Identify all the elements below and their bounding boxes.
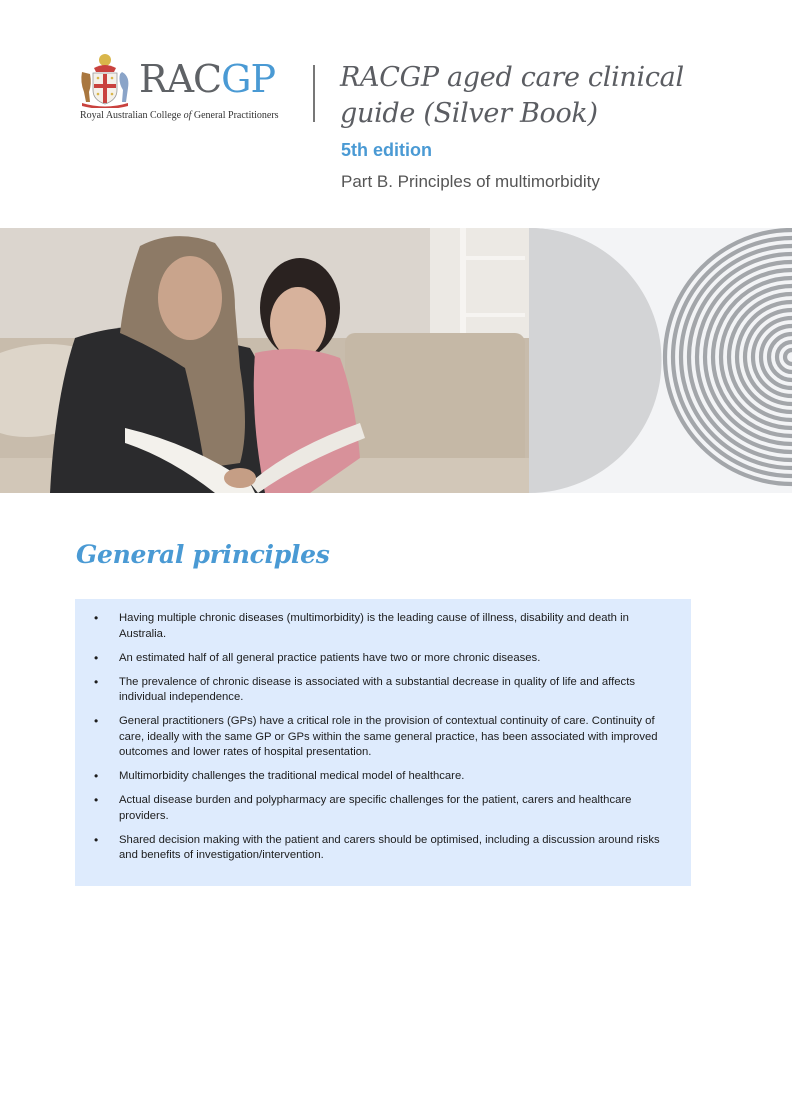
list-item [94, 675, 661, 706]
wordmark-rac: RAC [139, 57, 222, 101]
list-item [94, 651, 661, 667]
section-heading: General principles [76, 540, 330, 569]
wordmark-gp: GP [221, 57, 276, 101]
tagline-prefix: Royal Australian College [80, 110, 184, 121]
bullet-icon: • [94, 769, 99, 783]
title-line-1: RACGP aged care clinical [340, 62, 684, 93]
header-divider [313, 65, 315, 122]
principles-box [75, 599, 691, 886]
bullet-icon: • [94, 611, 99, 625]
principles-list [94, 611, 661, 864]
hero-photo [0, 228, 529, 493]
tagline-suffix: General Practitioners [191, 110, 279, 121]
list-item [94, 793, 661, 824]
list-item-text: General practitioners (GPs) have a critical role in the provision of contextual continuity of care. Continuity of care, ideally with the same GP or GPs within the same general practice, has been associated with improved outcomes and lower rates of hospital presentation. [119, 715, 658, 758]
list-item [94, 611, 661, 642]
bullet-icon: • [94, 650, 99, 665]
bullet-icon: • [94, 674, 99, 689]
edition-label: 5th edition [341, 140, 432, 160]
list-item [94, 833, 661, 864]
concentric-circles-graphic [529, 228, 792, 493]
list-item-text: Having multiple chronic diseases (multimorbidity) is the leading cause of illness, disability and death in Australia. [119, 612, 629, 640]
racgp-wordmark [139, 57, 276, 101]
list-item [94, 769, 661, 785]
list-item-text: Actual disease burden and polypharmacy are specific challenges for the patient, carers and healthcare providers. [119, 794, 632, 822]
document-title [340, 60, 700, 132]
part-subtitle: Part B. Principles of multimorbidity [341, 172, 600, 191]
list-item [94, 714, 661, 761]
hero-banner [0, 228, 792, 493]
coat-of-arms-icon [76, 52, 134, 108]
logo-tagline [80, 110, 279, 121]
title-line-2: guide (Silver Book) [340, 98, 598, 129]
decorative-panel [529, 228, 792, 493]
bullet-icon: • [94, 793, 99, 807]
bullet-icon: • [94, 714, 99, 728]
list-item-text: An estimated half of all general practice patients have two or more chronic diseases. [119, 651, 541, 664]
list-item-text: Multimorbidity challenges the traditional medical model of healthcare. [119, 770, 465, 782]
list-item-text: The prevalence of chronic disease is associated with a substantial decrease in quality of life and affects individual independence. [119, 675, 635, 703]
racgp-logo [76, 52, 286, 124]
list-item-text: Shared decision making with the patient and carers should be optimised, including a discussion around risks and benefits of investigation/intervention. [119, 833, 660, 861]
photo-illustration [0, 228, 529, 493]
tagline-of: of [183, 110, 192, 121]
bullet-icon: • [94, 832, 99, 847]
